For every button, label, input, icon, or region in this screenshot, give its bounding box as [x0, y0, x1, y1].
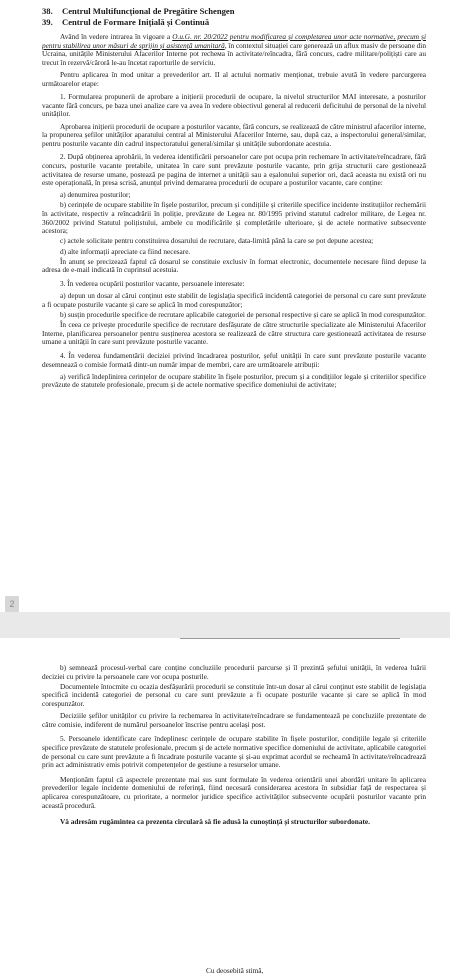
step-3-a: a) depun un dosar al cărui conținut este stabilit de legislația specifică incidentă categoriei de personal cu care sunt prevăzute a fi ocupate posturile vacante și care se aplică în mod corespunzător; — [42, 291, 426, 309]
request-paragraph: Vă adresăm rugămintea ca prezenta circulară să fie adusă la cunoștință și structurilor subordonate. — [60, 817, 370, 827]
step-5: 5. Persoanele identificate care îndeplinesc cerințele de ocupare stabilite în fișele posturilor, condițiile legale și criteriile specifice prevăzute de statutele profesionale, precum și de actele normative specifice domeniului de activitate, aplicabile categoriei de personal cu care sunt prevăzute a fi încadrate posturile vacante și și-au exprimat acordul se recheamă în activitate/reîncadrează prin act administrativ emis potrivit competențelor de gestiune a resurselor umane. — [42, 734, 426, 770]
step-4-decisions: Deciziile șefilor unităților cu privire la rechemarea în activitate/reîncadrare se fundamentează pe concluziile prezentate de către comisie, indiferent de numărul persoanelor înscrise pentru același post. — [42, 711, 426, 729]
step-2: 2. După obținerea aprobării, în vederea identificării persoanelor care pot ocupa prin rechemare în activitate/reîncadrare, fără concurs, posturile vacante pretabile, unitatea în care sunt prevăzute posturile vacante, prin grija structurii care gestionează activitatea de resurse umane, postează pe pagina de internet a unității sau a eșalonului superior ori, dacă aceasta nu există ori nu este operațională, în presa scrisă, anunțul privind demararea procedurii de ocupare a posturilor vacante, care conține: — [42, 152, 426, 188]
page-number-marker: 2 — [5, 596, 19, 612]
page-1-text — [42, 6, 426, 392]
header-item-39: 39. Centrul de Formare Inițială și Continuă — [42, 16, 210, 27]
step-4-documents: Documentele întocmite cu ocazia desfășurării procedurii se constituie într-un dosar al cărui conținut este stabilit de legislația specifică incidentă categoriei de personal cu care sunt prevăzute a fi ocupate posturile vacante și care se aplică în mod corespunzător. — [42, 681, 426, 708]
step-3-b: b) susțin procedurile specifice de recrutare aplicabile categoriei de personal respective și care se aplică în mod corespunzător. — [60, 309, 426, 319]
step-2-c: c) actele solicitate pentru constituirea dosarului de recrutare, data-limită până la care se pot depune acestea; — [60, 236, 374, 246]
step-4-b: b) semnează procesul-verbal care conține concluziile procedurii parcurse și îl prezintă șefului unității, în vederea luării deciziei cu privire la persoanele care vor ocupa posturile. — [42, 663, 426, 681]
step-3-note: În ceea ce privește procedurile specifice de recrutare desfășurate de către structurile specializate ale Ministerului Afacerilor Interne, planificarea persoanelor pentru susținerea acestora se realizează de către structura care gestionează activitatea de resurse umane a unității în care sunt prevăzute posturile vacante. — [42, 320, 426, 347]
intro-paragraph: Având în vedere intrarea în vigoare a O.u.G. nr. 20/2022 pentru modificarea și completarea unor acte normative, precum și pentru stabilirea unor măsuri de sprijin și asistență umanitară, în contextul situației care generează un aflux masiv de persoane din Ucraina, unitățile Ministerului Afacerilor Interne pot recheма în activitate/reîncadra, fără concurs, cadre militare/polițiști care au trecut în rezervă/căroră le-au încetat raporturile de serviciu. — [42, 32, 427, 67]
step-2-b: b) cerințele de ocupare stabilite în fișele posturilor, precum și condițiile și criteriile specifice incidente instituțiilor rechemării în activitate, respectiv a reîncadrării în poliție, prevăzute de Legea nr. 80/1995 privind statutul cadrelor militare, de Legea nr. 360/2002 privind Statutul polițistului, ambele cu modificările și completările ulterioare, și de actele normative subsecvente acestora; — [42, 200, 426, 236]
closing-salutation: Cu deosebită stimă, — [206, 966, 264, 975]
step-1: 1. Formularea propunerii de aprobare a inițierii procedurii de ocupare, la nivelul structurilor MAI interesate, a posturilor vacante fără concurs, pe baza unei analize care va avea în vedere obiectivul general al reducerii deficitului de personal de la nivelul unităților. — [42, 92, 426, 119]
step-2-a: a) denumirea posturilor; — [60, 190, 131, 200]
step-3: 3. În vederea ocupării posturilor vacante, persoanele interesate: — [60, 279, 245, 288]
step-4-a: a) verifică îndeplinirea cerințelor de ocupare stabilite în fișele posturilor, precum și a condițiilor legale și criteriilor specifice prevăzute de statutele profesionale, precum și de actele normative specifice domeniului de activitate; — [42, 371, 426, 390]
page-top-rule — [180, 638, 400, 639]
step-2-note: În anunț se precizează faptul că dosarul se constituie exclusiv în format electronic, documentele necesare fiind depuse la adresa de e-mail indicată în cuprinsul acestuia. — [42, 256, 426, 275]
page-separator — [0, 612, 450, 638]
header-item-38: 38. Centrul Multifuncțional de Pregătire Schengen — [42, 6, 235, 16]
document-page-2 — [0, 638, 450, 975]
page-2-text — [42, 664, 426, 830]
step-2-d: d) alte informații apreciate ca fiind necesare. — [60, 246, 191, 256]
apply-paragraph: Pentru aplicarea în mod unitar a prevederilor art. II al actului normativ menționat, trebuie avută în vedere parcurgerea următoarelor etape: — [42, 69, 426, 88]
step-1-approval: Aprobarea inițierii procedurii de ocupare a posturilor vacante, fără concurs, se realizează de către ministrul afacerilor interne, la propunerea șefilor unităților aparatului central al Ministerului Afacerilor Interne, sau, după caz, a inspectorului general/similar, pentru posturile vacante din cadrul inspectoratului general/similar și unitățile subordonate acestuia. — [42, 121, 426, 148]
mention-paragraph: Menționăm faptul că aspectele prezentate mai sus sunt formulate în vederea orientării unei abordări unitare în aplicarea prevederilor legale incidente domeniului de referință, fiind necesară considerarea acestora în subsidiar față de respectarea și aplicarea corespunzătoare, cu prioritate, a normelor juridice specifice activităților subsecvente ocupării posturilor vacante prin această procedură. — [42, 774, 426, 810]
step-4: 4. În vederea fundamentării deciziei privind încadrarea posturilor, șeful unității în care sunt prevăzute posturile vacante desemnează o comisie formată dintr-un număr impar de membri, care are următoarele atribuții: — [42, 350, 426, 369]
